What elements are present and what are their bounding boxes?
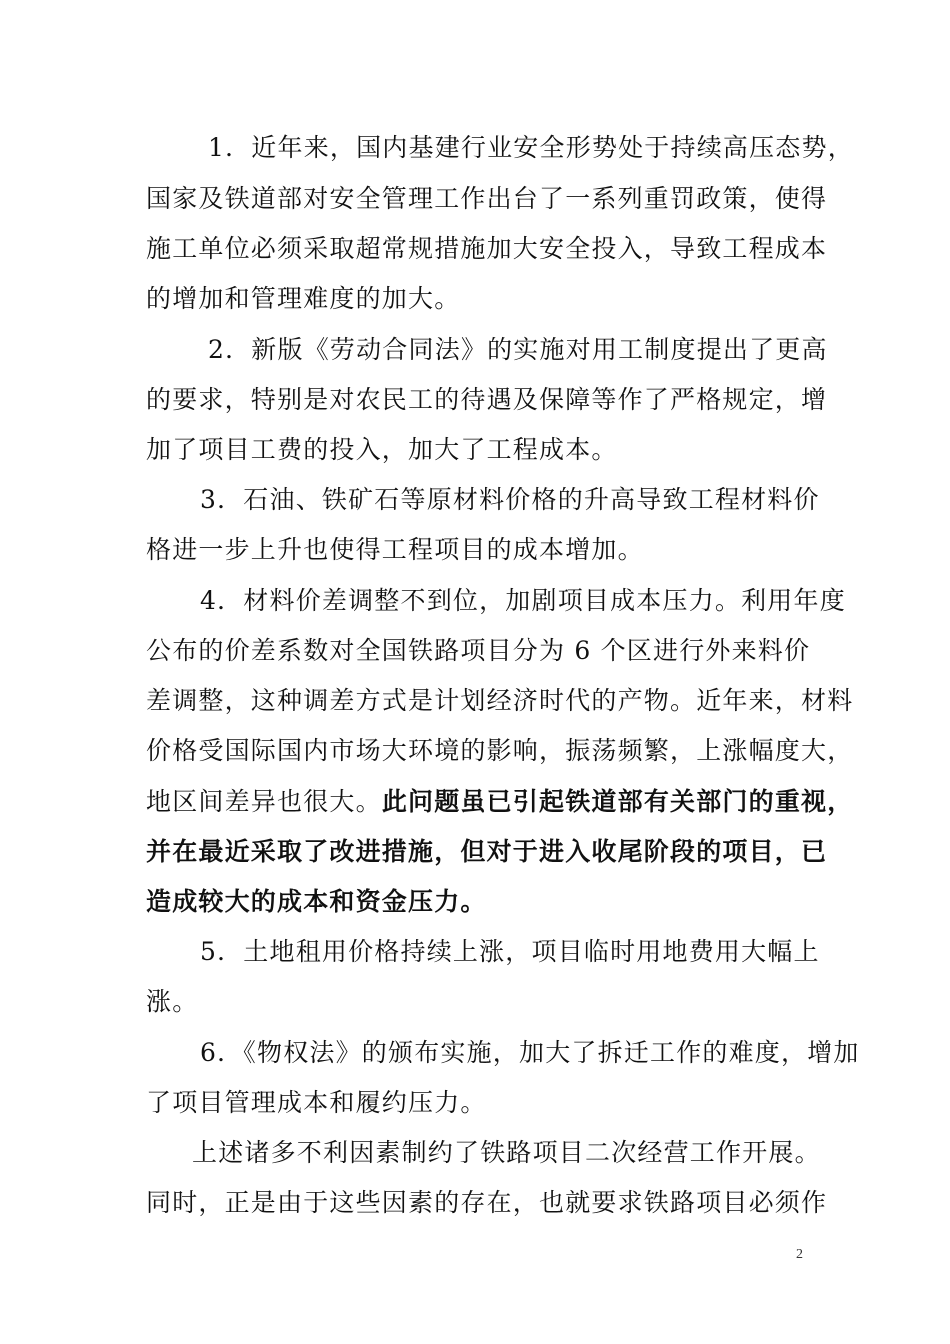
text-line: 格进一步上升也使得工程项目的成本增加。 [146, 535, 644, 564]
text-line: 6．《物权法》的颁布实施，加大了拆迁工作的难度，增加 [200, 1038, 860, 1067]
text-line: 4．材料价差调整不到位，加剧项目成本压力。利用年度 [200, 586, 846, 615]
text-line: 加了项目工费的投入，加大了工程成本。 [146, 435, 618, 464]
text-line: 国家及铁道部对安全管理工作出台了一系列重罚政策，使得 [146, 184, 828, 213]
text-line: 公布的价差系数对全国铁路项目分为 6 个区进行外来料价 [146, 636, 811, 665]
text-line: 施工单位必须采取超常规措施加大安全投入，导致工程成本 [146, 234, 828, 263]
text-line: 2．新版《劳动合同法》的实施对用工制度提出了更高 [208, 335, 828, 364]
text-line: 了项目管理成本和履约压力。 [146, 1088, 487, 1117]
text-normal: 地区间差异也很大。 [146, 787, 382, 816]
text-line: 3．石油、铁矿石等原材料价格的升高导致工程材料价 [200, 485, 820, 514]
text-line-bold: 并在最近采取了改进措施，但对于进入收尾阶段的项目，已 [146, 837, 828, 866]
text-line: 5．土地租用价格持续上涨，项目临时用地费用大幅上 [200, 937, 820, 966]
text-line [146, 787, 853, 817]
text-line-bold: 造成较大的成本和资金压力。 [146, 887, 487, 916]
text-line: 上述诸多不利因素制约了铁路项目二次经营工作开展。 [192, 1138, 821, 1167]
text-line: 同时，正是由于这些因素的存在，也就要求铁路项目必须作 [146, 1188, 828, 1217]
text-line: 涨。 [146, 987, 199, 1016]
page-number: 2 [796, 1247, 803, 1262]
text-line: 差调整，这种调差方式是计划经济时代的产物。近年来，材料 [146, 686, 854, 715]
text-line: 的增加和管理难度的加大。 [146, 284, 461, 313]
text-line: 价格受国际国内市场大环境的影响，振荡频繁，上涨幅度大， [146, 736, 854, 765]
text-bold: 此问题虽已引起铁道部有关部门的重视， [381, 787, 854, 816]
text-line: 1．近年来，国内基建行业安全形势处于持续高压态势， [208, 133, 854, 162]
text-line: 的要求，特别是对农民工的待遇及保障等作了严格规定，增 [146, 385, 828, 414]
